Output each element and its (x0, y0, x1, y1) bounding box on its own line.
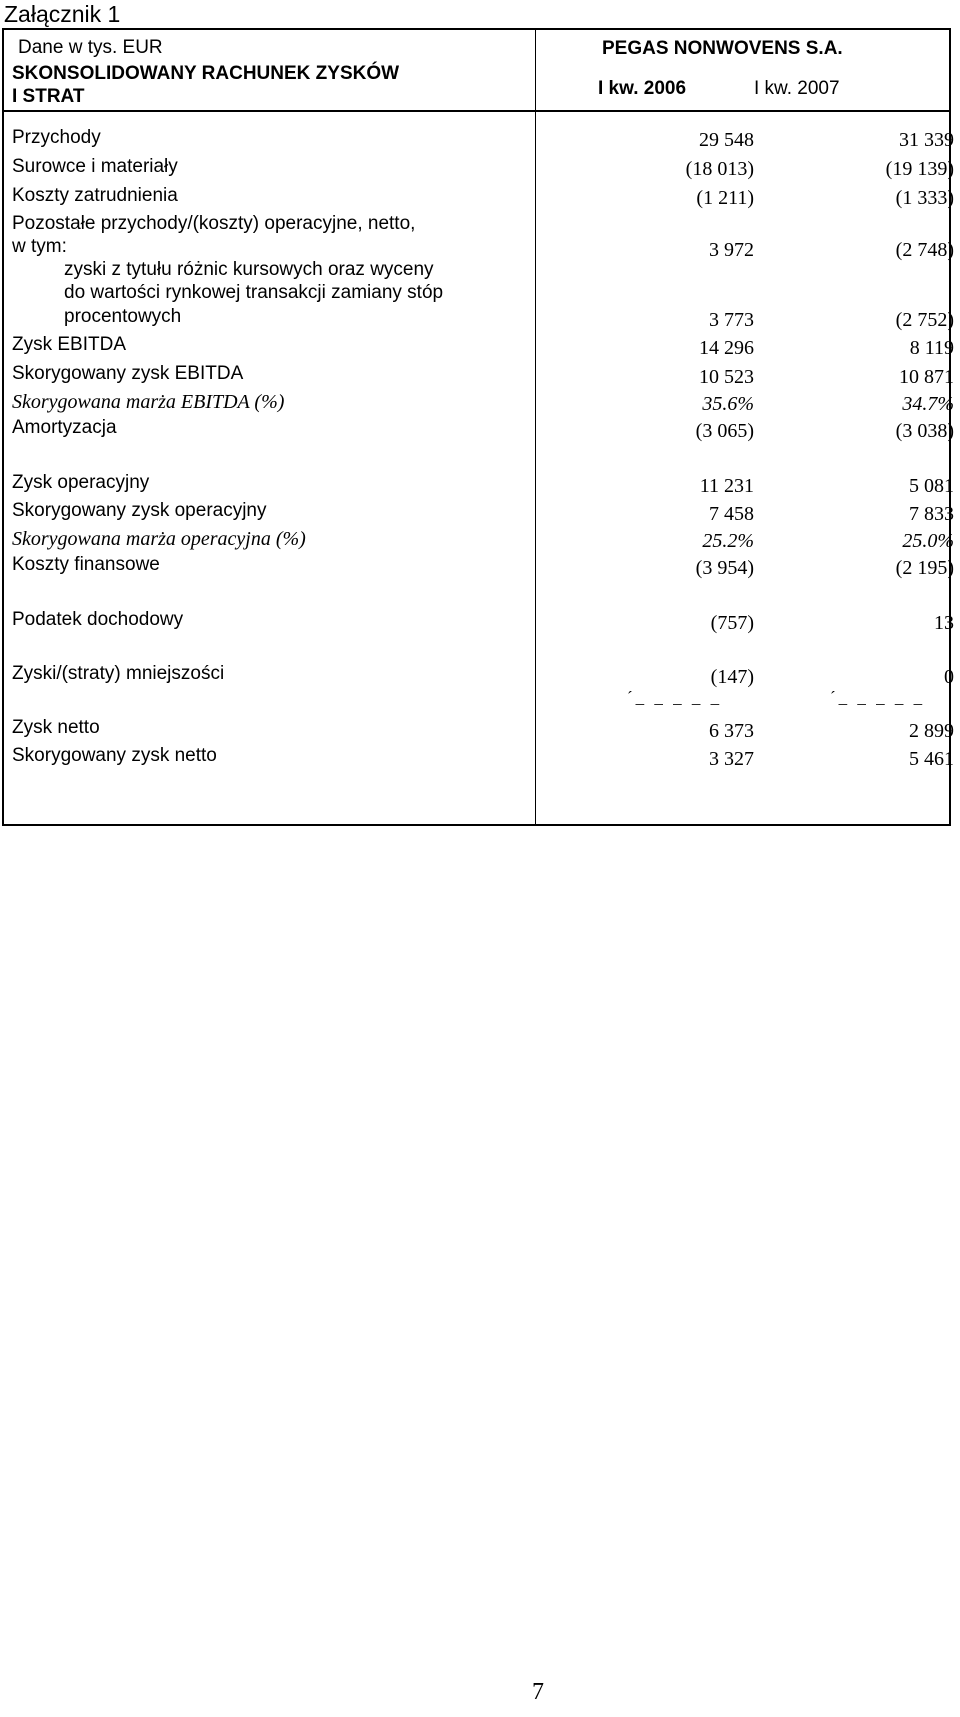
value-2006: 35.6% (702, 393, 754, 415)
value-2007: 8 119 (909, 337, 954, 359)
value-2007: 5 461 (909, 748, 954, 770)
row-label-skorygowany-netto: Skorygowany zysk netto (12, 745, 217, 766)
value-2007: (19 139) (885, 158, 954, 180)
value-2006: 10 523 (699, 366, 754, 388)
value-2007: 25.0% (902, 530, 954, 552)
value-2006: (3 954) (695, 557, 754, 579)
row-label-pozostale-line1: Pozostałe przychody/(koszty) operacyjne, netto, (12, 213, 416, 234)
page-number: 7 (532, 1679, 544, 1705)
income-statement-table (2, 28, 954, 826)
company-name: PEGAS NONWOVENS S.A. (602, 38, 843, 59)
value-2007: 13 (934, 612, 954, 634)
column-divider (535, 30, 536, 824)
statement-title-line2: I STRAT (12, 86, 85, 107)
row-label-zysk-netto: Zysk netto (12, 717, 100, 738)
value-2007: (3 038) (895, 420, 954, 442)
row-label-skorygowany-operacyjny: Skorygowany zysk operacyjny (12, 500, 267, 521)
row-label-zyski-kursowe-line1: zyski z tytułu różnic kursowych oraz wyceny (64, 259, 434, 280)
value-2006: 25.2% (702, 530, 754, 552)
value-2006: 3 773 (709, 309, 754, 331)
row-label-pozostale-line2: w tym: (12, 236, 67, 257)
value-2006: (1 211) (696, 187, 754, 209)
row-label-zysk-ebitda: Zysk EBITDA (12, 334, 127, 355)
row-label-koszty-zatrudnienia: Koszty zatrudnienia (12, 185, 178, 206)
separator-2007: ´_ _ _ _ _ (830, 688, 926, 707)
row-label-marza-operacyjna: Skorygowana marża operacyjna (%) (12, 528, 306, 550)
value-2007: 0 (944, 666, 954, 688)
row-label-zysk-operacyjny: Zysk operacyjny (12, 472, 150, 493)
header-divider (4, 110, 949, 112)
separator-2006: ´_ _ _ _ _ (627, 688, 723, 707)
row-label-zyski-kursowe-line3: procentowych (64, 306, 182, 327)
value-2006: (3 065) (695, 420, 754, 442)
row-label-przychody: Przychody (12, 127, 101, 148)
value-2007: 5 081 (909, 475, 954, 497)
value-2007: (2 748) (895, 239, 954, 261)
value-2006: 11 231 (699, 475, 754, 497)
value-2007: (1 333) (895, 187, 954, 209)
value-2006: (18 013) (685, 158, 754, 180)
value-2006: (147) (710, 666, 754, 688)
row-label-surowce: Surowce i materiały (12, 156, 178, 177)
row-label-podatek: Podatek dochodowy (12, 609, 184, 630)
column-header-2006: I kw. 2006 (598, 78, 687, 99)
value-2007: 34.7% (902, 393, 954, 415)
value-2006: 3 972 (709, 239, 754, 261)
row-label-mniejszosci: Zyski/(straty) mniejszości (12, 663, 225, 684)
statement-title-line1: SKONSOLIDOWANY RACHUNEK ZYSKÓW (12, 63, 400, 84)
row-label-amortyzacja: Amortyzacja (12, 417, 117, 438)
value-2007: 7 833 (909, 503, 954, 525)
value-2006: 14 296 (699, 337, 754, 359)
value-2007: 31 339 (899, 129, 954, 151)
value-2007: (2 752) (895, 309, 954, 331)
value-2006: 29 548 (699, 129, 754, 151)
value-2007: 2 899 (909, 720, 954, 742)
value-2007: (2 195) (895, 557, 954, 579)
row-label-skorygowany-ebitda: Skorygowany zysk EBITDA (12, 363, 244, 384)
units-label: Dane w tys. EUR (18, 37, 163, 58)
value-2007: 10 871 (899, 366, 954, 388)
value-2006: 6 373 (709, 720, 754, 742)
row-label-zyski-kursowe-line2: do wartości rynkowej transakcji zamiany stóp (64, 282, 444, 303)
value-2006: (757) (710, 612, 754, 634)
document-title: Załącznik 1 (4, 1, 121, 27)
column-header-2007: I kw. 2007 (754, 78, 840, 99)
row-label-koszty-finansowe: Koszty finansowe (12, 554, 160, 575)
value-2006: 3 327 (709, 748, 754, 770)
value-2006: 7 458 (709, 503, 754, 525)
row-label-marza-ebitda: Skorygowana marża EBITDA (%) (12, 391, 285, 413)
